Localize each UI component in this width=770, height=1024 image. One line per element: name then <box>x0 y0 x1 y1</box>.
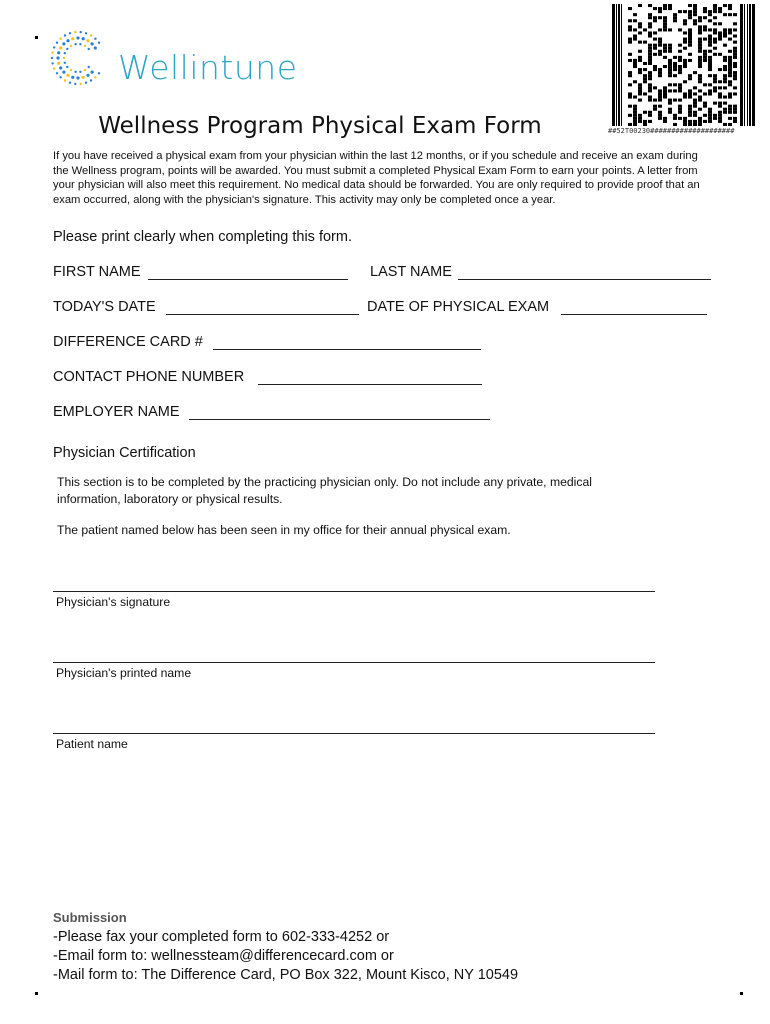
physician-instructions: This section is to be completed by the practicing physician only. Do not include any private, medical information, laboratory or physical results. <box>57 475 592 506</box>
difference-card-label: DIFFERENCE CARD # <box>53 334 203 350</box>
difference-card-field[interactable] <box>213 349 481 350</box>
patient-name-caption: Patient name <box>56 737 128 751</box>
last-name-label: LAST NAME <box>370 264 452 280</box>
wellintune-logo <box>38 20 298 100</box>
physician-printed-name-field[interactable] <box>53 662 655 663</box>
corner-mark-bottom-left <box>35 992 38 995</box>
physician-certification-heading: Physician Certification <box>53 445 196 461</box>
todays-date-field[interactable] <box>166 314 359 315</box>
patient-statement: The patient named below has been seen in my office for their annual physical exam. <box>57 523 511 537</box>
intro-paragraph: If you have received a physical exam from your physician within the last 12 months, or if you schedule and receive an exam during the Wellness program, points will be awarded. You must submit a completed Physical Exam Form to earn your points. A letter from your physician will also meet this requirement. No medical data should be forwarded. You are only required to provide proof that an exam occurred, along with the physician's signature. This activity may only be completed once a year. <box>53 150 700 206</box>
submission-email: -Email form to: wellnessteam@differencecard.com or <box>53 948 394 964</box>
last-name-field[interactable] <box>458 279 711 280</box>
dots-ring-icon <box>38 20 118 100</box>
corner-mark-bottom-right <box>740 992 743 995</box>
contact-phone-label: CONTACT PHONE NUMBER <box>53 369 245 385</box>
first-name-label: FIRST NAME <box>53 264 141 280</box>
contact-phone-field[interactable] <box>258 384 482 385</box>
first-name-field[interactable] <box>148 279 348 280</box>
physician-signature-field[interactable] <box>53 591 655 592</box>
employer-name-field[interactable] <box>189 419 490 420</box>
employer-name-label: EMPLOYER NAME <box>53 404 180 420</box>
barcode-icon <box>612 4 758 126</box>
todays-date-label: TODAY'S DATE <box>53 299 156 315</box>
submission-fax: -Please fax your completed form to 602-333-4252 or <box>53 929 390 945</box>
barcode <box>612 4 758 126</box>
logo-text: Wellintune <box>118 48 298 87</box>
page-title: Wellness Program Physical Exam Form <box>98 113 542 139</box>
print-instruction: Please print clearly when completing this form. <box>53 229 352 245</box>
physician-signature-caption: Physician's signature <box>56 595 171 609</box>
patient-name-field[interactable] <box>53 733 655 734</box>
date-of-exam-label: DATE OF PHYSICAL EXAM <box>367 299 550 315</box>
date-of-exam-field[interactable] <box>561 314 707 315</box>
submission-mail: -Mail form to: The Difference Card, PO Box 322, Mount Kisco, NY 10549 <box>53 967 519 983</box>
submission-heading: Submission <box>53 910 127 925</box>
barcode-text: ##52T00230#################### <box>608 127 735 135</box>
physician-printed-name-caption: Physician's printed name <box>56 666 192 680</box>
